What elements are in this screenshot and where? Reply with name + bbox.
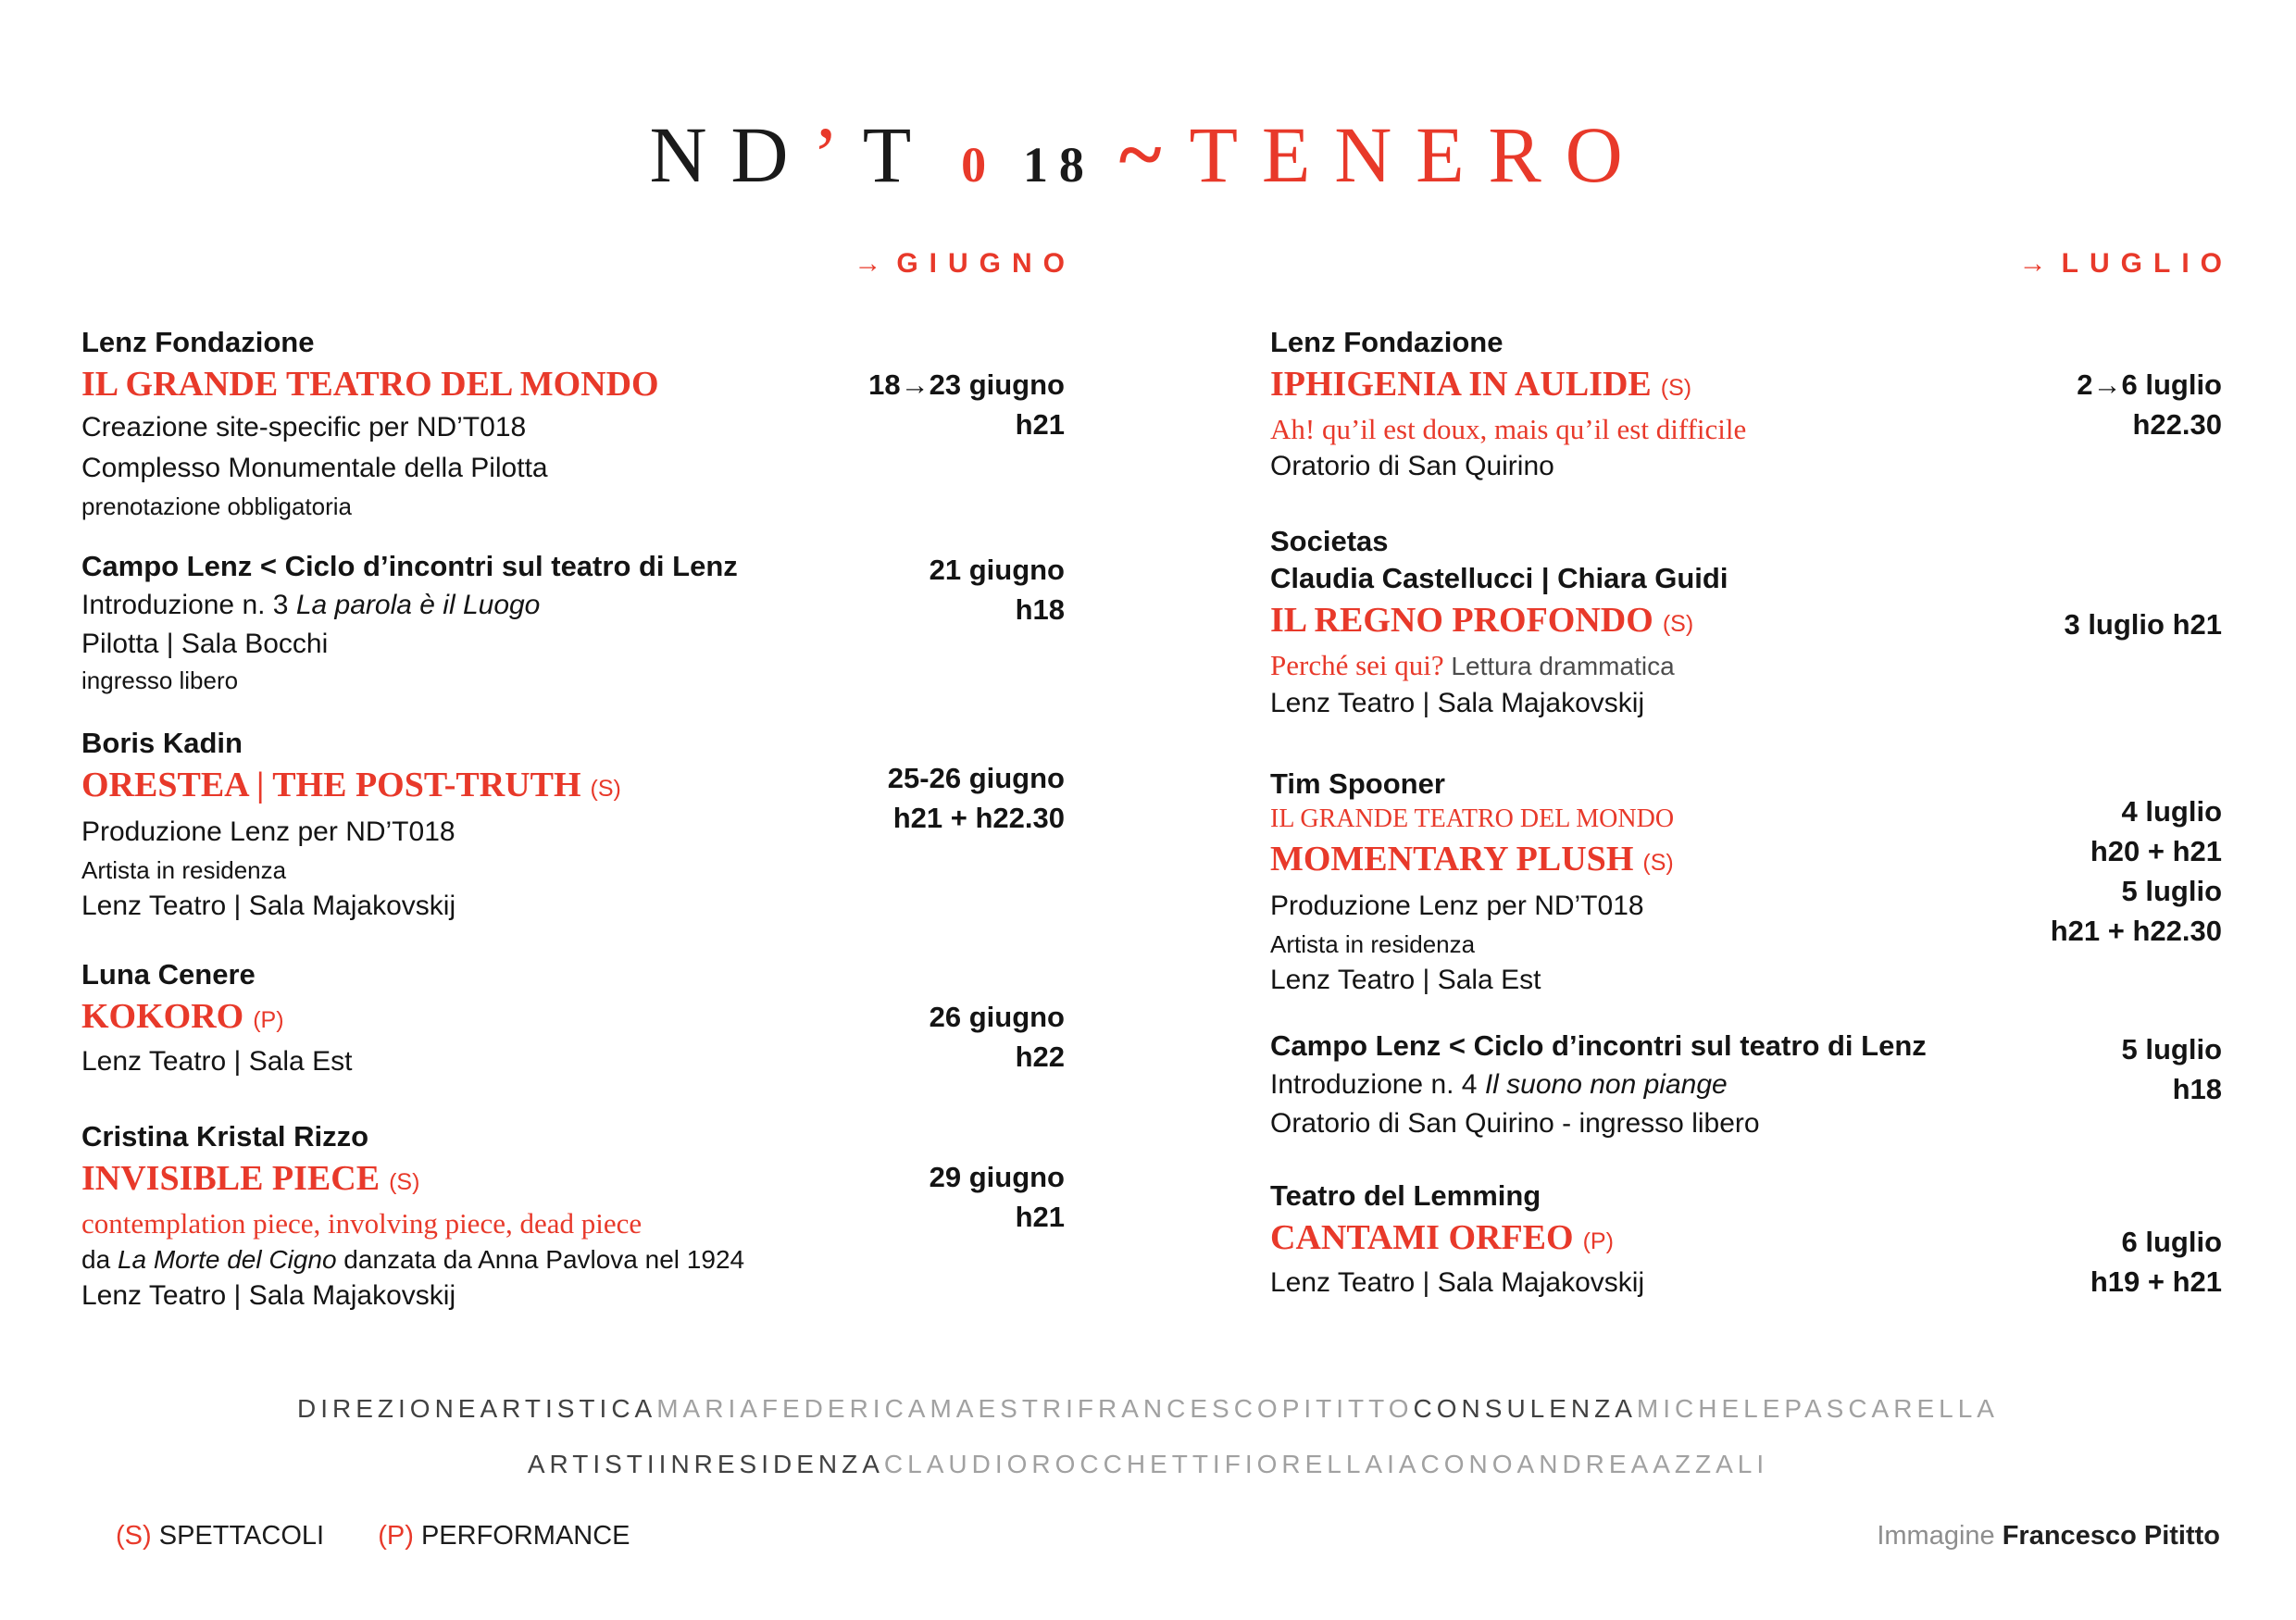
- event-dates: [930, 997, 1065, 1077]
- legend: [116, 1521, 630, 1551]
- subtitle-gray-text: Lettura drammatica: [1443, 652, 1675, 680]
- artist-name: Boris Kadin: [81, 727, 243, 759]
- title-year-zero: 0: [961, 137, 997, 193]
- event-details: [1270, 1178, 2090, 1302]
- credits-direction: [0, 1394, 2296, 1424]
- show-title-text: INVISIBLE PIECE: [81, 1159, 381, 1198]
- event-description: Produzione Lenz per ND’T018: [1270, 891, 1644, 921]
- show-title: [1270, 361, 2077, 411]
- show-type-tag: (S): [1662, 611, 1694, 637]
- credits-names-direzione: MARIAFEDERICAMAESTRIFRANCESCOPITITTO: [656, 1394, 1414, 1423]
- event-details: [1270, 766, 2051, 999]
- artist-name: Teatro del Lemming: [1270, 1179, 1541, 1212]
- event-date: 3 luglio h21: [2064, 608, 2222, 641]
- event-dates: [2090, 1222, 2222, 1302]
- event-time: h21 + h22.30: [2050, 915, 2222, 947]
- event-dates: [2077, 365, 2222, 444]
- title-apostrophe: ’: [812, 110, 863, 200]
- event-details: [81, 1118, 930, 1315]
- event-entry-grande-teatro: [81, 324, 1065, 524]
- show-title: [81, 993, 930, 1043]
- event-date: 5 luglio: [2121, 875, 2222, 907]
- title-tenero: TENERO: [1189, 110, 1647, 200]
- event-time: h19 + h21: [2090, 1265, 2222, 1298]
- event-note: prenotazione obbligatoria: [81, 492, 352, 520]
- event-note: ingresso libero: [81, 667, 239, 694]
- event-entry-kokoro: [81, 956, 1065, 1080]
- artist-name: Lenz Fondazione: [1270, 326, 1504, 358]
- event-venue: Pilotta | Sala Bocchi: [81, 629, 329, 659]
- event-dates: [2051, 791, 2222, 951]
- intro-prefix: Introduzione n. 4: [1270, 1069, 1485, 1100]
- legend-s-tag: (S): [116, 1521, 152, 1551]
- show-title: [1270, 597, 2064, 647]
- show-title-text: KOKORO: [81, 997, 244, 1036]
- event-description: Creazione site-specific per ND’T018: [81, 412, 527, 442]
- image-credit: [1877, 1521, 2220, 1551]
- show-type-tag: (S): [1660, 375, 1692, 401]
- source-suffix: danzata da Anna Pavlova nel 1924: [336, 1245, 745, 1274]
- show-subtitle: Ah! qu’il est doux, mais qu’il est difficile: [1270, 413, 1747, 445]
- arrow-right-icon: →: [2018, 248, 2047, 279]
- event-venue: Lenz Teatro | Sala Est: [1270, 965, 1541, 995]
- event-venue: Oratorio di San Quirino - ingresso libero: [1270, 1108, 1760, 1139]
- title-tilde: ~: [1118, 110, 1162, 201]
- event-entry-cantami-orfeo: [1270, 1178, 2222, 1302]
- event-entry-iphigenia: [1270, 324, 2222, 485]
- show-title: [1270, 836, 2051, 886]
- show-series: IL GRANDE TEATRO DEL MONDO: [1270, 804, 1675, 833]
- event-dates: [888, 758, 1065, 838]
- show-type-tag: (S): [1642, 850, 1674, 876]
- event-venue: Lenz Teatro | Sala Est: [81, 1046, 353, 1077]
- event-entry-campo-lenz-4: [1270, 1028, 2222, 1142]
- artist-name: Lenz Fondazione: [81, 326, 315, 358]
- event-venue: Lenz Teatro | Sala Majakovskij: [1270, 1267, 1645, 1298]
- legend-p-tag: (P): [378, 1521, 414, 1551]
- artist-name: Cristina Kristal Rizzo: [81, 1120, 369, 1153]
- show-title: [81, 1155, 930, 1205]
- event-time: h20 + h21: [2090, 835, 2222, 867]
- arrow-right-icon: →: [854, 248, 882, 279]
- event-details: [81, 725, 888, 925]
- artist-name: Tim Spooner: [1270, 767, 1445, 800]
- event-time: h18: [2172, 1073, 2222, 1105]
- show-title: [81, 361, 868, 407]
- event-dates: [930, 1157, 1065, 1237]
- event-entry-momentary-plush: [1270, 766, 2222, 999]
- event-description: Produzione Lenz per ND’T018: [81, 816, 455, 847]
- credits-label-consulenza: CONSULENZA: [1413, 1394, 1637, 1423]
- event-description: [81, 585, 930, 626]
- show-title-text: MOMENTARY PLUSH: [1270, 840, 1634, 879]
- event-date: 2→6 luglio: [2077, 368, 2222, 401]
- show-title-text: IPHIGENIA IN AULIDE: [1270, 365, 1652, 404]
- show-title-text: IL GRANDE TEATRO DEL MONDO: [81, 365, 659, 404]
- event-time: h21 + h22.30: [892, 802, 1065, 834]
- event-details: [1270, 324, 2077, 485]
- column-luglio: [1270, 0, 2222, 1620]
- show-title: [81, 762, 888, 812]
- event-date: 29 giugno: [929, 1161, 1065, 1193]
- event-entry-orestea: [81, 725, 1065, 925]
- event-venue: Lenz Teatro | Sala Majakovskij: [81, 1280, 456, 1311]
- legend-p-label: PERFORMANCE: [420, 1521, 630, 1551]
- image-credit-label: Immagine: [1877, 1521, 2003, 1551]
- event-details: [81, 324, 868, 524]
- event-date: 5 luglio: [2121, 1033, 2222, 1065]
- image-credit-name: Francesco Pititto: [2002, 1521, 2220, 1551]
- event-time: h22.30: [2132, 408, 2222, 441]
- artist-name: Claudia Castellucci | Chiara Guidi: [1270, 562, 1728, 594]
- event-venue: Lenz Teatro | Sala Majakovskij: [1270, 688, 1645, 718]
- event-series-name: Campo Lenz < Ciclo d’incontri sul teatro di Lenz: [81, 550, 738, 582]
- event-time: h21: [1015, 408, 1065, 441]
- intro-prefix: Introduzione n. 3: [81, 590, 296, 620]
- event-dates: [930, 550, 1065, 629]
- event-date: 25-26 giugno: [887, 762, 1065, 794]
- legend-s-label: SPETTACOLI: [158, 1521, 325, 1551]
- artist-name: Luna Cenere: [81, 958, 256, 991]
- event-date: 4 luglio: [2121, 795, 2222, 828]
- credits-residency: [0, 1450, 2296, 1479]
- show-title-text: IL REGNO PROFONDO: [1270, 601, 1653, 640]
- month-header-luglio-label: LUGLIO: [2061, 248, 2233, 279]
- event-entry-invisible-piece: [81, 1118, 1065, 1315]
- month-header-giugno-label: GIUGNO: [896, 248, 1076, 279]
- event-details: [1270, 1028, 2122, 1142]
- event-source: [81, 1242, 930, 1277]
- credits-label-artisti: ARTISTIINRESIDENZA: [527, 1450, 884, 1478]
- title-ndt-t: T: [862, 110, 936, 200]
- show-subtitle: contemplation piece, involving piece, dead piece: [81, 1207, 643, 1240]
- event-time: h21: [1015, 1201, 1065, 1233]
- title-year-18: 18: [1023, 137, 1095, 193]
- event-date: 26 giugno: [929, 1001, 1065, 1033]
- event-details: [1270, 523, 2064, 722]
- event-time: h18: [1015, 593, 1065, 626]
- source-prefix: da: [81, 1245, 118, 1274]
- company-name: Societas: [1270, 525, 1389, 557]
- show-title-text: CANTAMI ORFEO: [1270, 1218, 1574, 1257]
- show-type-tag: (P): [1582, 1228, 1614, 1254]
- column-giugno: [81, 0, 1065, 1620]
- show-title: [1270, 1215, 2090, 1265]
- show-type-tag: (S): [590, 776, 621, 802]
- credits-names-artisti: CLAUDIOROCCHETTIFIORELLAIACONOANDREAAZZALI: [883, 1450, 1769, 1478]
- intro-title: La parola è il Luogo: [295, 590, 541, 620]
- event-venue: Lenz Teatro | Sala Majakovskij: [81, 891, 456, 921]
- event-dates: [868, 365, 1065, 444]
- event-date: 18→23 giugno: [868, 368, 1065, 401]
- event-description: [1270, 1065, 2122, 1105]
- event-details: [81, 956, 930, 1080]
- show-type-tag: (P): [253, 1007, 284, 1033]
- event-entry-campo-lenz-3: [81, 548, 1065, 698]
- event-date: 21 giugno: [929, 554, 1065, 586]
- event-note: Artista in residenza: [81, 856, 287, 884]
- event-venue: Complesso Monumentale della Pilotta: [81, 453, 548, 483]
- event-series-name: Campo Lenz < Ciclo d’incontri sul teatro di Lenz: [1270, 1029, 1927, 1062]
- show-title-text: ORESTEA | THE POST-TRUTH: [81, 766, 581, 804]
- event-dates: [2064, 604, 2222, 644]
- source-title: La Morte del Cigno: [117, 1245, 337, 1274]
- show-subtitle: [1270, 647, 2064, 685]
- event-date: 6 luglio: [2121, 1226, 2222, 1258]
- event-venue: Oratorio di San Quirino: [1270, 451, 1554, 481]
- credits-label-direzione: DIREZIONEARTISTICA: [297, 1394, 657, 1423]
- event-details: [81, 548, 930, 698]
- event-dates: [2122, 1029, 2223, 1109]
- intro-title: Il suono non piange: [1484, 1069, 1728, 1100]
- credits-names-consulenza: MICHELEPASCARELLA: [1636, 1394, 1999, 1423]
- event-note: Artista in residenza: [1270, 930, 1476, 958]
- title-ndt-nd: ND: [649, 110, 813, 200]
- event-time: h22: [1015, 1041, 1065, 1073]
- show-type-tag: (S): [389, 1169, 420, 1195]
- subtitle-red-text: Perché sei qui?: [1270, 649, 1444, 681]
- event-entry-regno-profondo: [1270, 523, 2222, 722]
